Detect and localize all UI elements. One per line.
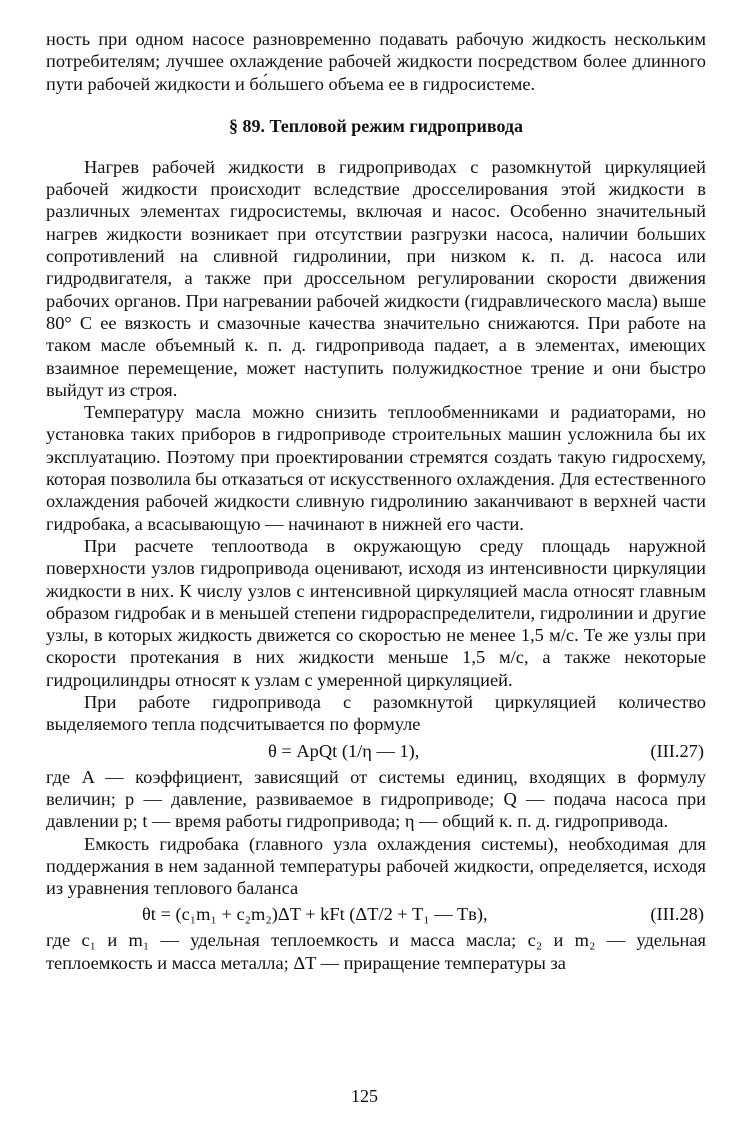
formula-expression: θt = (c₁m₁ + c₂m₂)ΔT + kFt (ΔT/2 + T₁ — Tв), [142,904,488,925]
section-heading: § 89. Тепловой режим гидропривода [228,115,524,136]
paragraph-intro-continuation: ность при одном насосе разновременно подавать рабочую жидкость нескольким потребителям; лучшее охлаждение рабочей жидкости посредством более длинного пути рабочей жидкости и бо́льшего объема ее в гидросистеме. [46,29,706,94]
paragraph-formula-legend: где A — коэффициент, зависящий от системы единиц, входящих в формулу величин; p — давление, развиваемое в гидроприводе; Q — подача насоса при давлении p; t — время работы гидропривода; η — общий к. п. д. гидропривода. [46,766,706,832]
paragraph-balance-legend: где c₁ и m₁ — удельная теплоемкость и масса масла; c₂ и m₂ — удельная теплоемкость и масса металла; ΔT — приращение температуры за [46,930,706,973]
paragraph-heating: Нагрев рабочей жидкости в гидроприводах с разомкнутой циркуляцией рабочей жидкости происходит вследствие дросселирования этой жидкости в различных элементах гидросистемы, включая и насос. Особенно значительный нагрев жидкости возникает при отсутствии разгрузки насоса, наличии больших сопротивлений на сливной гидролинии, при низком к. п. д. насоса или гидродвигателя, а также при дроссельном регулировании скорости движения рабочих органов. При нагревании рабочей жидкости (гидравлического масла) выше 80° C ее вязкость и смазочные качества значительно снижаются. При работе на таком масле объемный к. п. д. гидропривода падает, а в элементах, имеющих взаимное перемещение, может наступить полужидкостное трение и они быстро выйдут из строя. [46,156,706,400]
formula-iii-27 [46,736,706,766]
paragraph-cooling: Температуру масла можно снизить теплообменниками и радиаторами, но установка таких приборов в гидроприводе строительных машин усложнила бы их эксплуатацию. Поэтому при проектировании стремятся создать такую гидросхему, которая позволила бы отказаться от искусственного охлаждения. Для естественного охлаждения рабочей жидкости сливную гидролинию заканчивают в верхней части гидробака, а всасывающую — начинают в нижней его части. [46,402,706,534]
paragraph-heat-quantity: При работе гидропривода с разомкнутой циркуляцией количество выделяемого тепла подсчитывается по формуле [46,692,706,735]
page-body [46,28,706,974]
equation-number: (III.28) [650,904,704,925]
paragraph-tank-capacity: Емкость гидробака (главного узла охлаждения системы), необходимая для поддержания в нем заданной температуры рабочей жидкости, определяется, исходя из уравнения теплового баланса [46,833,706,899]
formula-iii-28 [46,899,706,929]
page-number: 125 [351,1086,378,1106]
formula-expression: θ = ApQt (1/η — 1), [268,740,420,761]
equation-number: (III.27) [650,740,704,761]
paragraph-heat-removal: При расчете теплоотвода в окружающую среду площадь наружной поверхности узлов гидропривода оценивают, исходя из интенсивности циркуляции жидкости в них. К числу узлов с интенсивной циркуляцией масла относят главным образом гидробак и в меньшей степени гидрораспределители, гидролинии и другие узлы, в которых жидкость движется со скоростью не менее 1,5 м/с. Те же узлы при скорости протекания в них жидкости меньше 1,5 м/с, а также некоторые гидроцилиндры относят к узлам с умеренной циркуляцией. [46,535,706,690]
